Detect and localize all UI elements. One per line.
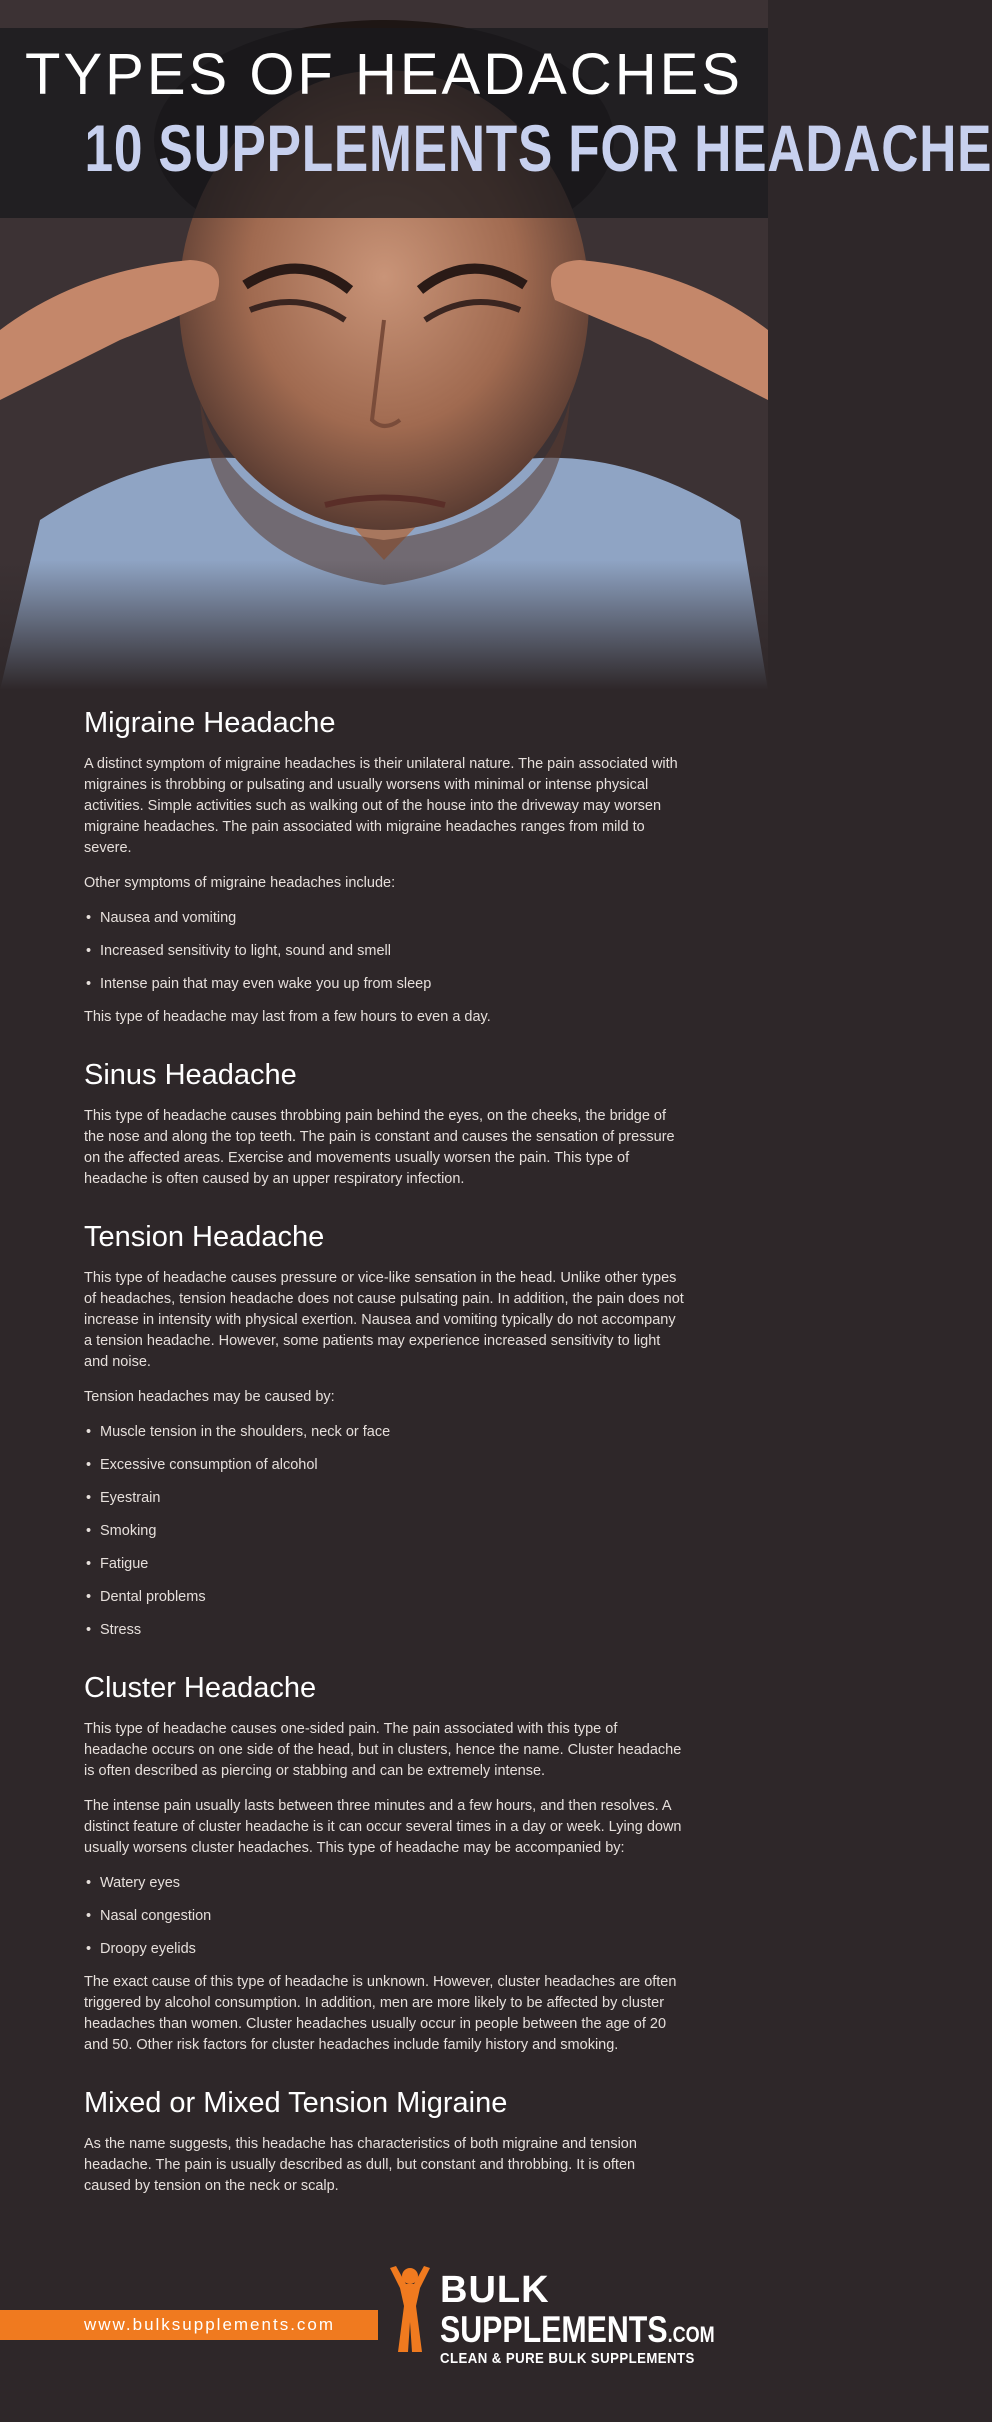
list-item: • Dental problems (84, 1587, 684, 1608)
logo-text-bulk: BULK (440, 2269, 550, 2311)
bullet-list (84, 1873, 684, 1960)
list-item: • Increased sensitivity to light, sound and smell (84, 941, 684, 962)
page-title: TYPES OF HEADACHES (25, 42, 743, 107)
list-item: • Fatigue (84, 1554, 684, 1575)
bullet-list (84, 908, 684, 995)
list-item: • Nasal congestion (84, 1906, 684, 1927)
title-banner (0, 28, 992, 218)
paragraph: This type of headache causes throbbing pain behind the eyes, on the cheeks, the bridge of the nose and along the top teeth. The pain is constant and causes the sensation of pressure on the affected areas. Exercise and movements usually worsen the pain. This type of headache is often caused by an upper respiratory infection. (84, 1108, 675, 1187)
list-item: • Intense pain that may even wake you up from sleep (84, 974, 684, 995)
list-item: • Excessive consumption of alcohol (84, 1455, 684, 1476)
section-heading: Sinus Headache (84, 1059, 297, 1091)
list-item: • Eyestrain (84, 1488, 684, 1509)
list-item: • Smoking (84, 1521, 684, 1542)
section-migraine (84, 706, 684, 1028)
section-heading: Cluster Headache (84, 1672, 317, 1704)
section-heading: Migraine Headache (84, 707, 336, 739)
paragraph: This type of headache causes one-sided pain. The pain associated with this type of headache occurs on one side of the head, but in clusters, hence the name. Cluster headache is often described as piercing or stabbing and can be extremely intense. (84, 1721, 682, 1779)
paragraph: As the name suggests, this headache has characteristics of both migraine and tension headache. The pain is usually described as dull, but constant and throbbing. It is often caused by tension on the neck or scalp. (84, 2136, 637, 2194)
logo-text-supplements (440, 2310, 715, 2355)
list-item: • Nausea and vomiting (84, 908, 684, 929)
section-tension (84, 1220, 684, 1671)
section-heading: Tension Headache (84, 1221, 325, 1253)
section-sinus (84, 1058, 684, 1190)
paragraph: Other symptoms of migraine headaches include: (84, 875, 396, 891)
logo-tagline: CLEAN & PURE BULK SUPPLEMENTS (440, 2350, 695, 2367)
list-item: • Watery eyes (84, 1873, 684, 1894)
page-subtitle: 10 SUPPLEMENTS FOR HEADACHE (84, 111, 992, 185)
website-url[interactable]: www.bulksupplements.com (0, 2310, 378, 2340)
article-content (84, 706, 684, 2211)
paragraph: Tension headaches may be caused by: (84, 1389, 335, 1405)
section-heading: Mixed or Mixed Tension Migraine (84, 2087, 508, 2119)
bullet-list (84, 1422, 684, 1641)
list-item: • Muscle tension in the shoulders, neck or face (84, 1422, 684, 1443)
paragraph: This type of headache causes pressure or vice-like sensation in the head. Unlike other types of headaches, tension headache does not cause pulsating pain. In addition, the pain does not increase in intensity with physical exertion. Nausea and vomiting typically do not accompany a tension headache. However, some patients may experience increased sensitivity to light and noise. (84, 1270, 684, 1370)
section-mixed (84, 2086, 684, 2197)
logo-com-suffix: .COM (667, 2322, 715, 2347)
section-cluster (84, 1671, 684, 2056)
hero-image (0, 0, 992, 690)
list-item: • Stress (84, 1620, 684, 1641)
bulk-supplements-logo-icon (386, 2266, 434, 2356)
paragraph: The exact cause of this type of headache is unknown. However, cluster headaches are often triggered by alcohol consumption. In addition, men are more likely to be affected by cluster headaches than women. Cluster headaches usually occur in people between the age of 20 and 50. Other risk factors for cluster headaches include family history and smoking. (84, 1974, 677, 2053)
paragraph: This type of headache may last from a few hours to even a day. (84, 1009, 491, 1025)
footer (0, 2230, 768, 2422)
logo-supplements-word: SUPPLEMENTS (440, 2309, 668, 2350)
list-item: • Droopy eyelids (84, 1939, 684, 1960)
paragraph: A distinct symptom of migraine headaches is their unilateral nature. The pain associated with migraines is throbbing or pulsating and usually worsens with minimal or intense physical activities. Simple activities such as walking out of the house into the driveway may worsen migraine headaches. The pain associated with migraine headaches ranges from mild to severe. (84, 756, 678, 856)
paragraph: The intense pain usually lasts between three minutes and a few hours, and then resolves. A distinct feature of cluster headache is it can occur several times in a day or week. Lying down usually worsens cluster headaches. This type of headache may be accompanied by: (84, 1798, 682, 1856)
